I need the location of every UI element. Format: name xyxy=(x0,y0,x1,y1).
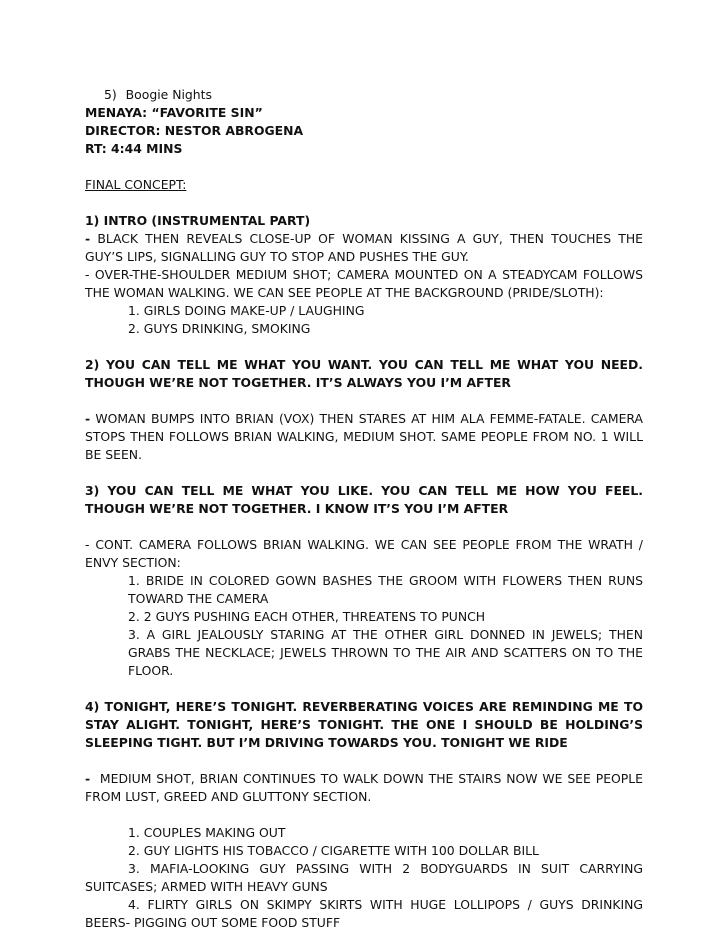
list-item: 1. COUPLES MAKING OUT xyxy=(128,825,286,840)
list-item: 3. MAFIA-LOOKING GUY PASSING WITH 2 BODYGUARDS IN SUIT CARRYING SUITCASES; ARMED WITH HEAVY GUNS xyxy=(85,861,643,894)
final-concept-label: FINAL CONCEPT: xyxy=(85,177,187,192)
section-2-heading: 2) YOU CAN TELL ME WHAT YOU WANT. YOU CAN TELL ME WHAT YOU NEED. THOUGH WE’RE NOT TOGETHER. IT’S ALWAYS YOU I’M AFTER xyxy=(85,357,643,390)
list-item: 2. GUYS DRINKING, SMOKING xyxy=(128,321,311,336)
director: DIRECTOR: NESTOR ABROGENA xyxy=(85,123,304,138)
section-2-paragraph-1: - WOMAN BUMPS INTO BRIAN (VOX) THEN STARES AT HIM ALA FEMME-FATALE. CAMERA STOPS THEN FOLLOWS BRIAN WALKING, MEDIUM SHOT. SAME PEOPLE FROM NO. 1 WILL BE SEEN. xyxy=(85,411,643,462)
section-1-paragraph-1: - BLACK THEN REVEALS CLOSE-UP OF WOMAN KISSING A GUY, THEN TOUCHES THE GUY’S LIPS, SIGNALLING GUY TO STOP AND PUSHES THE GUY. xyxy=(85,231,643,264)
section-1-heading: 1) INTRO (INSTRUMENTAL PART) xyxy=(85,213,311,228)
list-item: 2. GUY LIGHTS HIS TOBACCO / CIGARETTE WITH 100 DOLLAR BILL xyxy=(128,843,539,858)
band-song: MENAYA: “FAVORITE SIN” xyxy=(85,105,263,120)
section-4-heading: 4) TONIGHT, HERE’S TONIGHT. REVERBERATING VOICES ARE REMINDING ME TO STAY ALIGHT. TONIGHT, HERE’S TONIGHT. THE ONE I SHOULD BE HOLDING’S SLEEPING TIGHT. BUT I’M DRIVING TOWARDS YOU. TONIGHT WE RIDE xyxy=(85,699,643,750)
section-3-heading: 3) YOU CAN TELL ME WHAT YOU LIKE. YOU CAN TELL ME HOW YOU FEEL. THOUGH WE’RE NOT TOGETHER. I KNOW IT’S YOU I’M AFTER xyxy=(85,483,643,516)
item-number: 5) xyxy=(104,87,117,102)
section-1-paragraph-2: - OVER-THE-SHOULDER MEDIUM SHOT; CAMERA MOUNTED ON A STEADYCAM FOLLOWS THE WOMAN WALKING. WE CAN SEE PEOPLE AT THE BACKGROUND (PRIDE/SLOTH): xyxy=(85,267,643,300)
section-4-paragraph-1: - MEDIUM SHOT, BRIAN CONTINUES TO WALK DOWN THE STAIRS NOW WE SEE PEOPLE FROM LUST, GREED AND GLUTTONY SECTION. xyxy=(85,771,643,804)
document-page xyxy=(85,86,643,932)
list-item: 1. GIRLS DOING MAKE-UP / LAUGHING xyxy=(128,303,365,318)
item-heading xyxy=(85,86,643,104)
list-item: 3. A GIRL JEALOUSLY STARING AT THE OTHER GIRL DONNED IN JEWELS; THEN GRABS THE NECKLACE; JEWELS THROWN TO THE AIR AND SCATTERS ON TO THE FLOOR. xyxy=(128,627,643,678)
section-3-paragraph-1: - CONT. CAMERA FOLLOWS BRIAN WALKING. WE CAN SEE PEOPLE FROM THE WRATH / ENVY SECTION: xyxy=(85,537,643,570)
list-item: 4. FLIRTY GIRLS ON SKIMPY SKIRTS WITH HUGE LOLLIPOPS / GUYS DRINKING BEERS- PIGGING OUT SOME FOOD STUFF xyxy=(85,897,643,930)
list-item: 2. 2 GUYS PUSHING EACH OTHER, THREATENS TO PUNCH xyxy=(128,609,486,624)
item-title: Boogie Nights xyxy=(125,87,212,102)
list-item: 1. BRIDE IN COLORED GOWN BASHES THE GROOM WITH FLOWERS THEN RUNS TOWARD THE CAMERA xyxy=(128,573,643,606)
runtime: RT: 4:44 MINS xyxy=(85,141,183,156)
